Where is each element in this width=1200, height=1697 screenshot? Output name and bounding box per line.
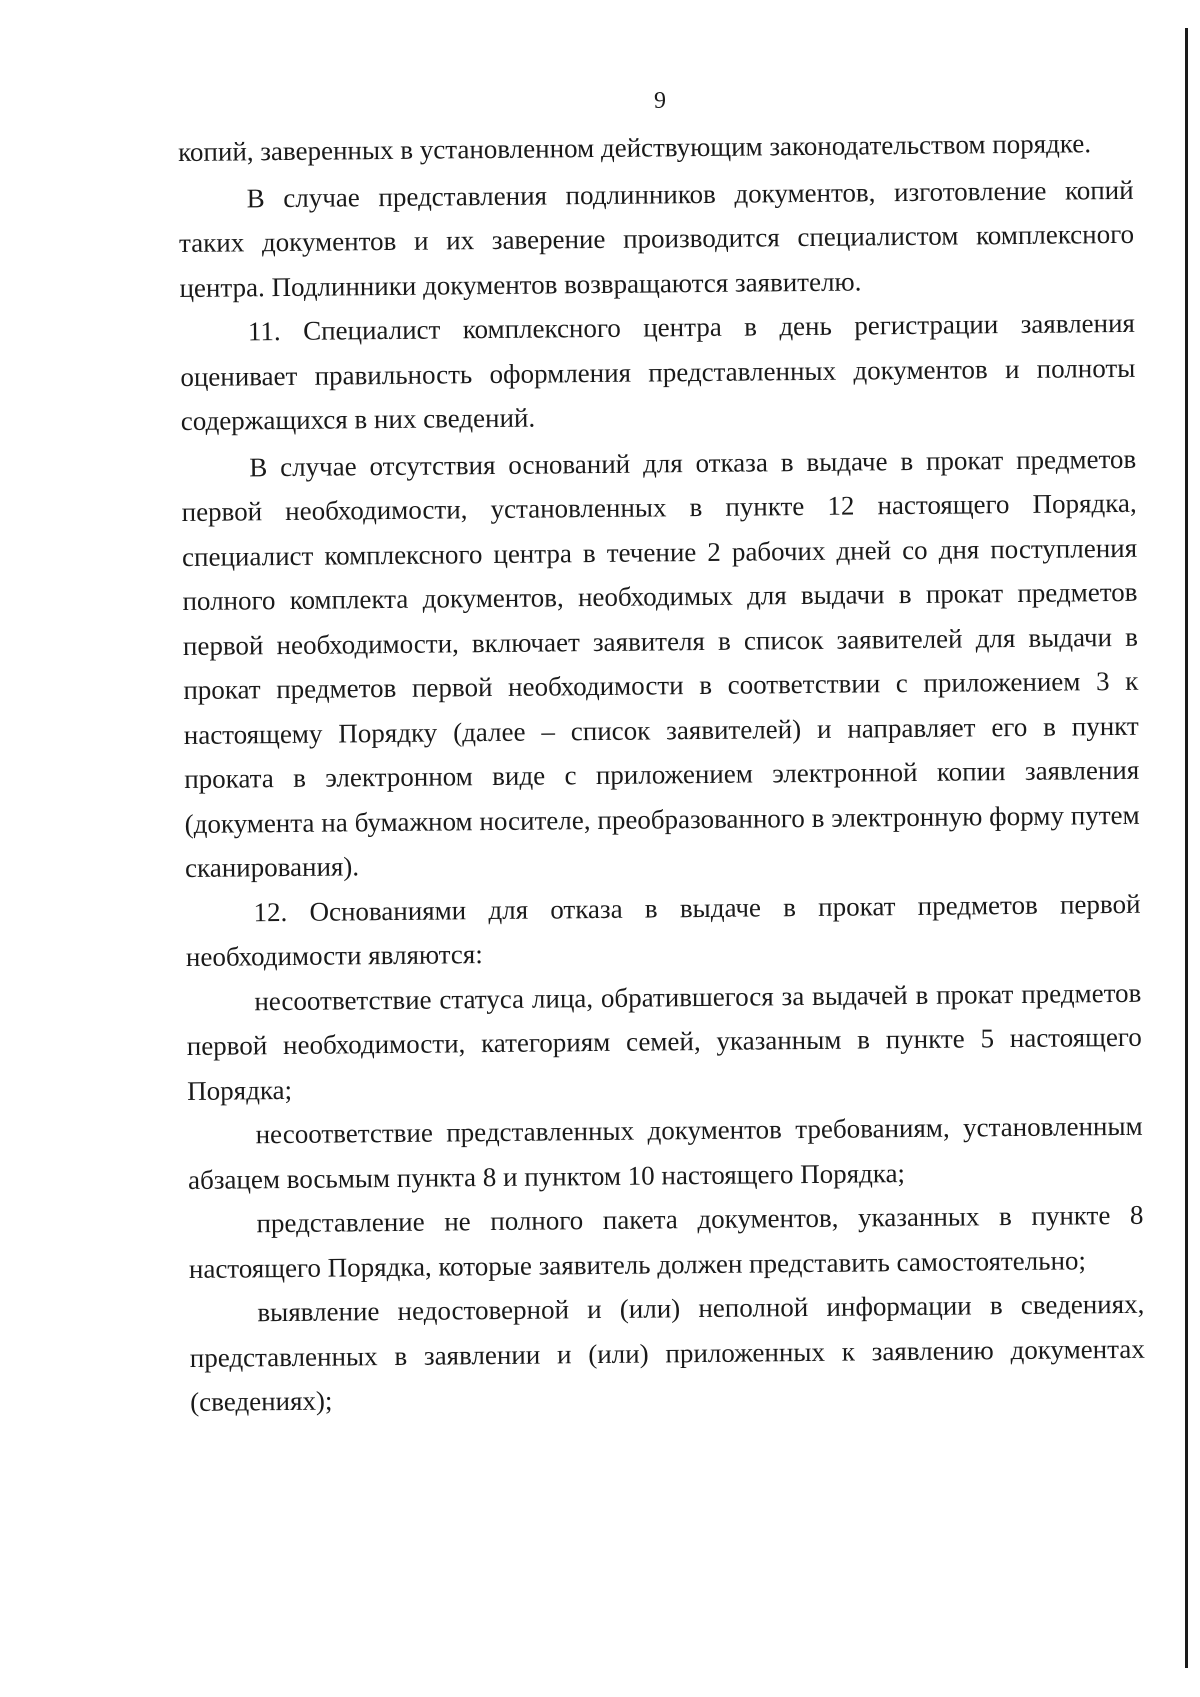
list-item-documents-mismatch: несоответствие представленных документов требованиям, установленным абзацем восьмым пункта 8 и пунктом 10 настоящего Порядка;: [187, 1110, 1143, 1195]
paragraph-item-11: 11. Специалист комплексного центра в день регистрации заявления оценивает правильность оформления представленных документов и полноты содержащихся в них сведений.: [180, 307, 1136, 436]
document-body: [178, 121, 1145, 1425]
list-item-status-mismatch: несоответствие статуса лица, обратившегося за выдачей в прокат предметов первой необходимости, категориям семей, указанным в пункте 5 настоящего Порядка;: [186, 977, 1142, 1106]
page-number: 9: [654, 88, 666, 114]
paragraph-originals: В случае представления подлинников документов, изготовление копий таких документов и их заверение производится специалистом комплексного центра. Подлинники документов возвращаются заявителю.: [178, 174, 1135, 303]
paragraph-item-12: 12. Основаниями для отказа в выдаче в прокат предметов первой необходимости являются:: [185, 888, 1141, 972]
paragraph-no-refusal-grounds: В случае отсутствия оснований для отказа в выдаче в прокат предметов первой необходимости, установленных в пункте 12 настоящего Порядка, специалист комплексного центра в течение 2 рабочих дней со дня поступления полного комплекта документов, необходимых для выдачи в прокат предметов первой необходимости, включает заявителя в список заявителей для выдачи в прокат предметов первой необходимости в соответствии с приложением 3 к настоящему Порядку (далее – список заявителей) и направляет его в пункт проката в электронном виде с приложением электронной копии заявления (документа на бумажном носителе, преобразованного в электронную форму путем сканирования).: [181, 443, 1140, 883]
list-item-unreliable-info: выявление недостоверной и (или) неполной информации в сведениях, представленных в заявлении и (или) приложенных к заявлению документах (сведениях);: [189, 1288, 1145, 1417]
page-edge-line: [1185, 28, 1188, 1668]
list-item-incomplete-package: представление не полного пакета документов, указанных в пункте 8 настоящего Порядка, которые заявитель должен представить самостоятельно;: [188, 1199, 1144, 1284]
paragraph-continuation: копий, заверенных в установленном действующим законодательством порядке.: [178, 128, 1092, 167]
